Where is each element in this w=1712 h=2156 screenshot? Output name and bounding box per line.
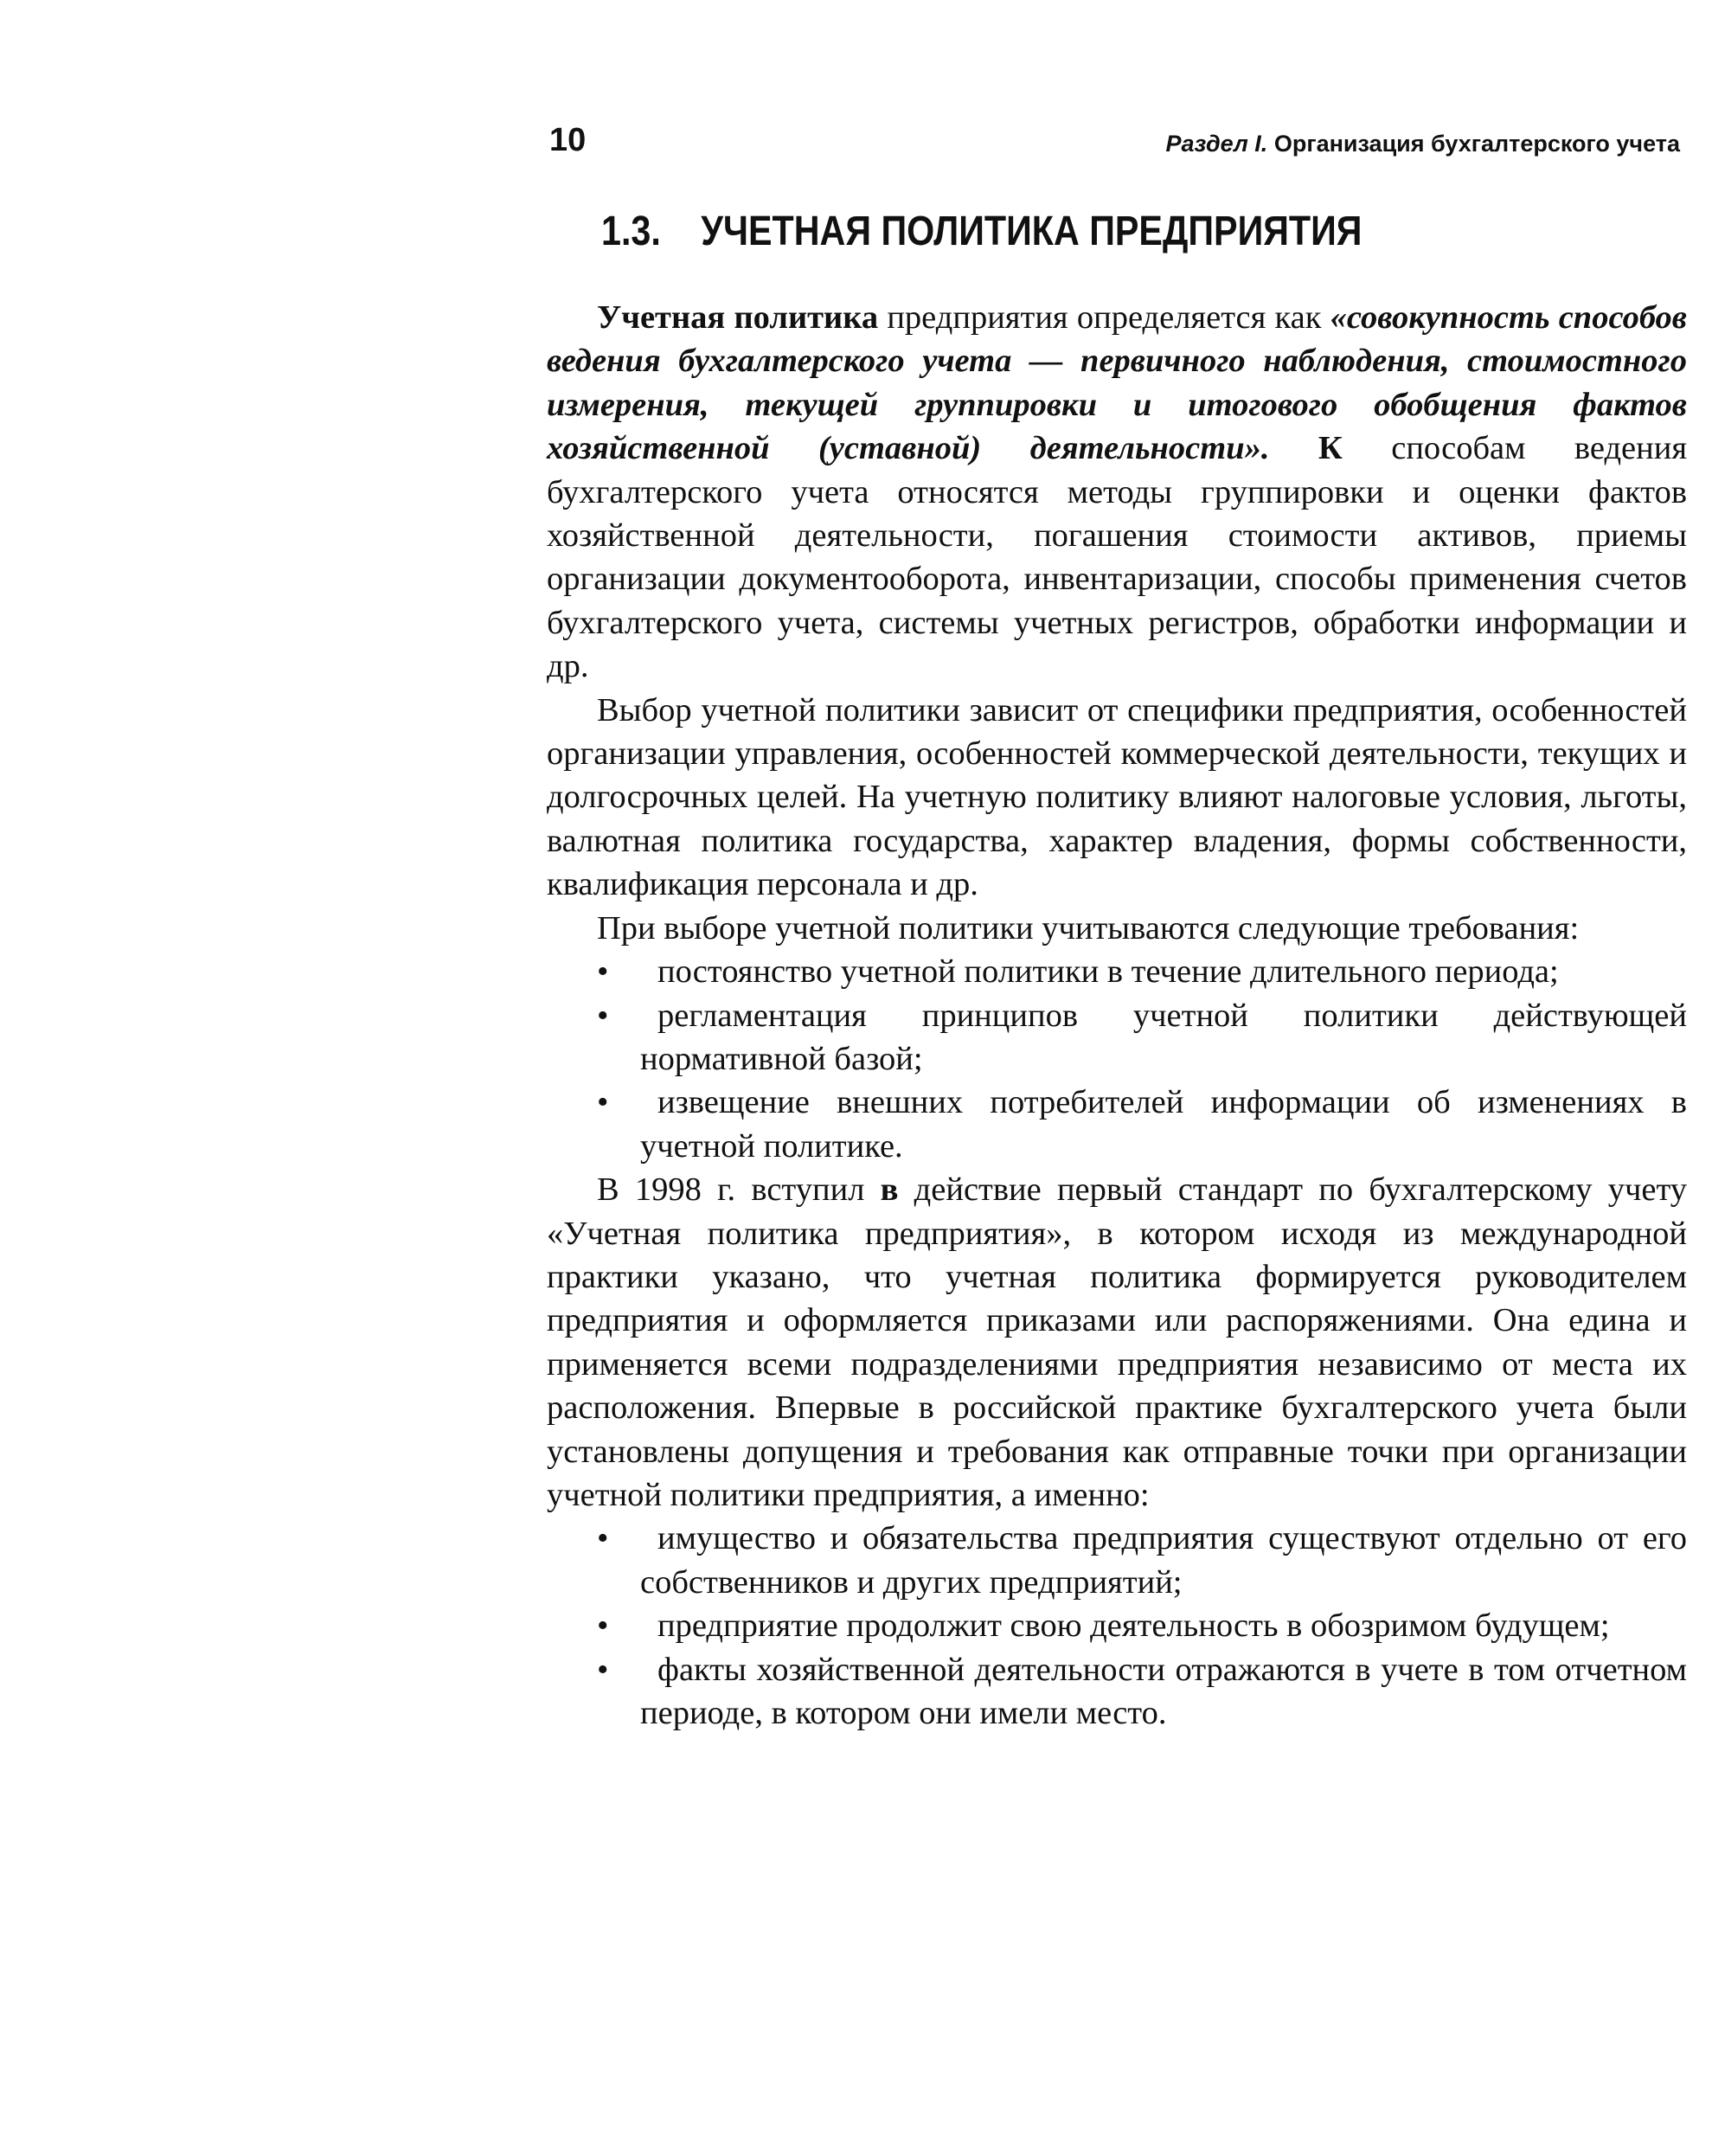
list-item-text: имущество и обязательства предприятия существуют отдельно от его собственников и других предприятий; bbox=[640, 1520, 1687, 1601]
paragraph-choice: Выбор учетной политики зависит от специфики предприятия, особенностей организации управления, особенностей коммерческой деятельности, текущих и долгосрочных целей. На учетную политику влияют налоговые условия, льготы, валютная политика государства, характер владения, формы собственности, квалификация персонала и др. bbox=[547, 691, 1687, 903]
body-text bbox=[547, 296, 1687, 1735]
list-item bbox=[547, 950, 1687, 993]
intro-definition-quote: «совокупность способов ведения бухгалтерского учета — первичного наблюдения, стоимостного измерения, текущей группировки и итогового обобщения фактов хозяйственной (уставной) деятельности». bbox=[547, 299, 1687, 467]
intro-paragraph bbox=[547, 296, 1687, 689]
bullet-icon: • bbox=[597, 1651, 609, 1688]
bullet-icon: • bbox=[597, 1520, 609, 1557]
intro-text-2: способам ведения бухгалтерского учета относятся методы группировки и оценки фактов хозяйственной деятельности, погашения стоимости активов, приемы организации документооборота, инвентаризации, способы применения счетов бухгалтерского учета, системы учетных регистров, обработки информации и др. bbox=[547, 430, 1688, 685]
running-header bbox=[1166, 130, 1680, 157]
list-item-text: постоянство учетной политики в течение длительного периода; bbox=[657, 953, 1559, 991]
list-item bbox=[547, 1081, 1687, 1168]
intro-lead-term: Учетная политика bbox=[597, 299, 879, 336]
list-item-text: извещение внешних потребителей информации об изменениях в учетной политике. bbox=[640, 1084, 1687, 1165]
bullet-icon: • bbox=[597, 997, 609, 1034]
page-number: 10 bbox=[549, 122, 587, 158]
bullet-icon: • bbox=[597, 1607, 609, 1645]
section-heading bbox=[601, 208, 1362, 256]
standard-bold-word: в bbox=[880, 1171, 899, 1209]
section-title: УЧЕТНАЯ ПОЛИТИКА ПРЕДПРИЯТИЯ bbox=[701, 209, 1363, 254]
requirements-intro: При выборе учетной политики учитываются следующие требования: bbox=[597, 909, 1580, 946]
chapter-title: Организация бухгалтерского учета bbox=[1273, 131, 1680, 157]
list-item bbox=[547, 1517, 1687, 1604]
section-label: Раздел I. bbox=[1165, 131, 1268, 157]
list-item-text: регламентация принципов учетной политики действующей нормативной базой; bbox=[640, 997, 1687, 1077]
standard-text-1: В 1998 г. вступил bbox=[597, 1171, 865, 1209]
bullet-icon: • bbox=[597, 953, 609, 991]
list-item bbox=[547, 1604, 1687, 1647]
requirements-list bbox=[547, 950, 1687, 1168]
intro-k-letter: К bbox=[1318, 430, 1343, 467]
list-item bbox=[547, 1648, 1687, 1736]
list-item-text: факты хозяйственной деятельности отражаются в учете в том отчетном периоде, в котором они имели место. bbox=[640, 1651, 1687, 1731]
section-number: 1.3. bbox=[601, 209, 661, 254]
list-item-text: предприятие продолжит свою деятельность в обозримом будущем; bbox=[657, 1607, 1610, 1645]
intro-text-1: предприятия определяется как bbox=[887, 299, 1322, 336]
paragraph-standard-1998 bbox=[547, 1168, 1687, 1517]
assumptions-list bbox=[547, 1517, 1687, 1735]
list-item bbox=[547, 994, 1687, 1081]
standard-text-2: действие первый стандарт по бухгалтерскому учету «Учетная политика предприятия», в котором исходя из международной практики указано, что учетная политика формируется руководителем предприятия и оформляется приказами или распоряжениями. Она едина и применяется всеми подразделениями предприятия независимо от места их расположения. Впервые в российской практике бухгалтерского учета были установлены допущения и требования как отправные точки при организации учетной политики предприятия, а именно: bbox=[547, 1171, 1688, 1513]
bullet-icon: • bbox=[597, 1084, 609, 1121]
